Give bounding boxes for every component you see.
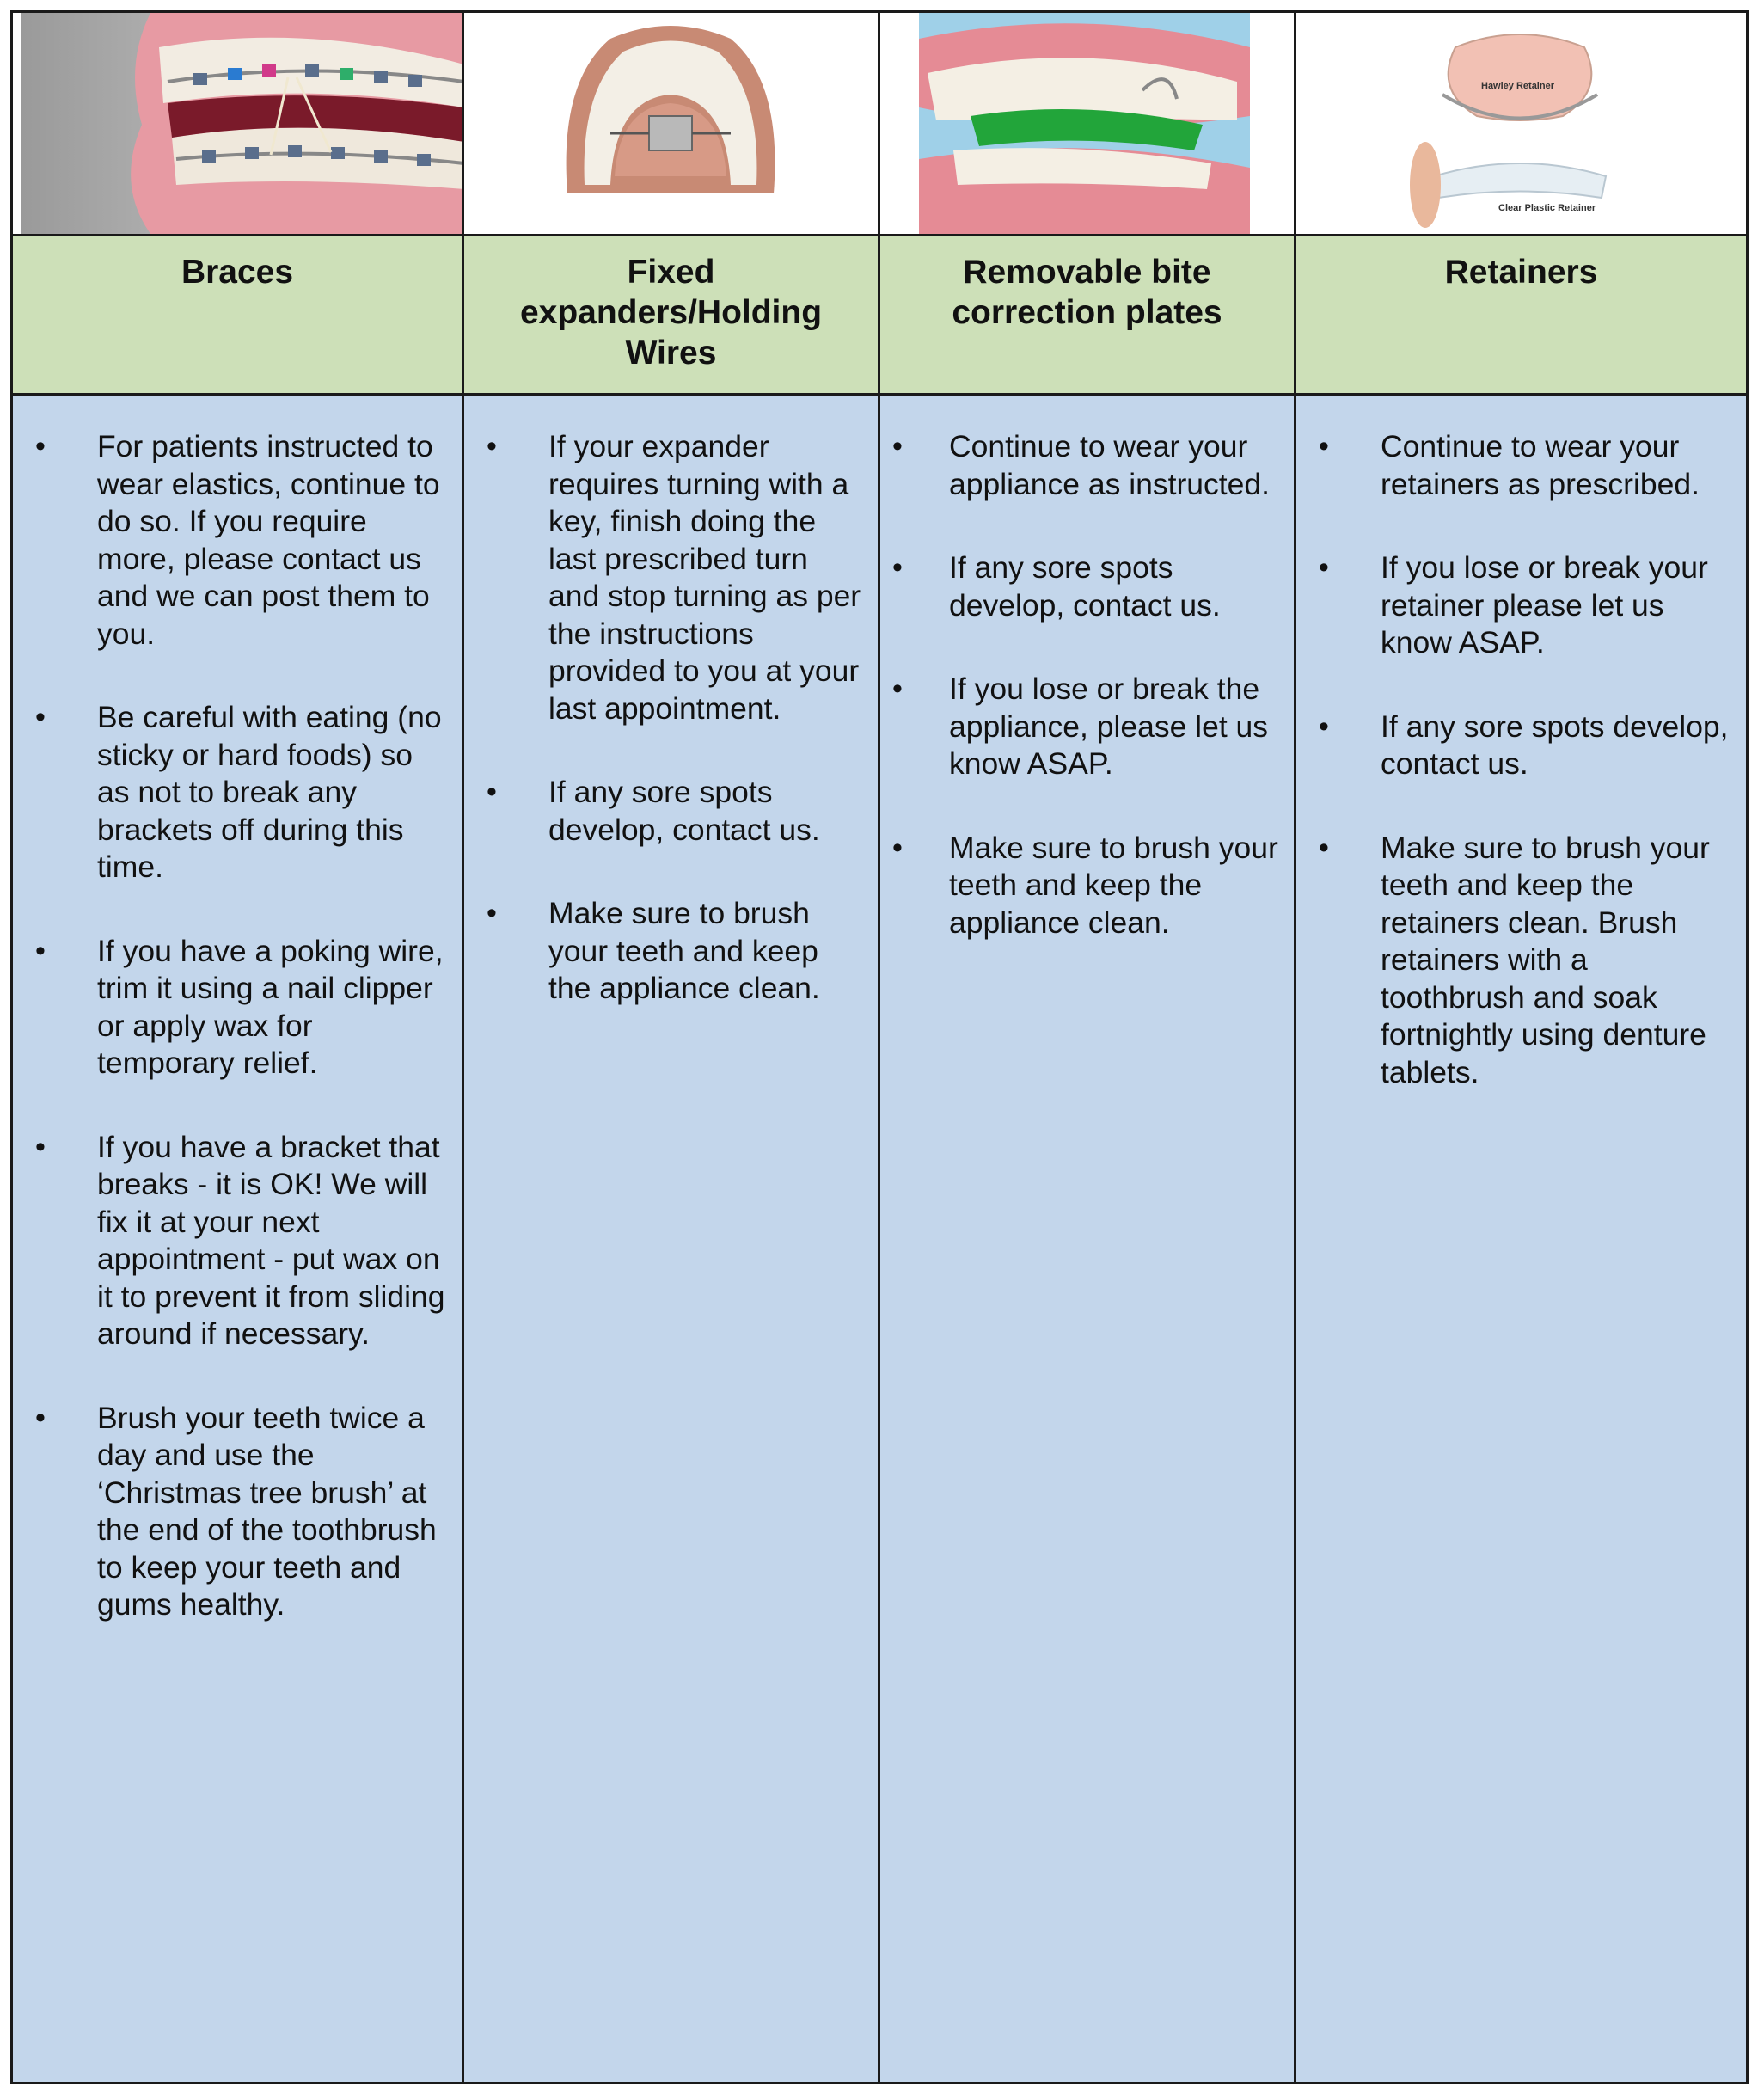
header-retainers: Retainers (1444, 254, 1598, 291)
list-item: • Brush your teeth twice a day and use the ‘Christmas tree brush’ at the end of the toothbrush to keep your teeth and gums healthy. (35, 1400, 437, 1622)
orthodontic-care-table (10, 10, 1749, 2084)
list-item: • Continue to wear your appliance as instructed. (892, 429, 1270, 501)
list-item: • If any sore spots develop, contact us. (1319, 709, 1729, 781)
list-item: • Be careful with eating (no sticky or hard foods) so as not to break any brackets off during this time. (35, 700, 442, 884)
list-item: • Make sure to brush your teeth and keep the appliance clean. (892, 830, 1278, 940)
image-cell-expander (464, 13, 880, 234)
expander-photo (550, 13, 791, 234)
header-braces: Braces (181, 254, 294, 291)
list-item: • If your expander requires turning with a key, finish doing the last prescribed turn and stop turning as per the instructions provided to you at your last appointment. (487, 429, 861, 726)
braces-photo (21, 13, 462, 234)
braces-instructions (13, 396, 464, 2082)
clear-plastic-retainer-label: Clear Plastic Retainer (1498, 203, 1596, 213)
retainers-photo (1408, 13, 1632, 234)
list-item: • If you have a bracket that breaks - it is OK! We will fix it at your next appointment - put wax on it to prevent it from sliding around if necessary. (35, 1129, 445, 1351)
list-item: • For patients instructed to wear elastics, continue to do so. If you require more, please contact us and we can post them to you. (35, 429, 440, 651)
hawley-retainer-label: Hawley Retainer (1481, 81, 1554, 91)
list-item: • Make sure to brush your teeth and keep the appliance clean. (487, 896, 820, 1005)
retainer-instructions (1296, 396, 1746, 2082)
list-item: • Continue to wear your retainers as prescribed. (1319, 429, 1700, 501)
list-item: • If you lose or break the appliance, please let us know ASAP. (892, 672, 1269, 781)
instructions-row (13, 396, 1746, 2082)
list-item: • Make sure to brush your teeth and keep the retainers clean. Brush retainers with a toothbrush and soak fortnightly using denture tablets. (1319, 830, 1710, 1089)
list-item: • If any sore spots develop, contact us. (892, 550, 1221, 623)
expander-instructions (464, 396, 880, 2082)
image-cell-braces (13, 13, 464, 234)
image-row (13, 13, 1746, 236)
list-item: • If you lose or break your retainer please let us know ASAP. (1319, 550, 1708, 659)
header-fixed-expanders: Fixed expanders/Holding Wires (519, 254, 823, 371)
image-cell-bite-plate (880, 13, 1296, 234)
list-item: • If you have a poking wire, trim it using a nail clipper or apply wax for temporary relief. (35, 933, 444, 1080)
header-bite-plates: Removable bite correction plates (952, 254, 1222, 331)
image-cell-retainers (1296, 13, 1746, 234)
list-item: • If any sore spots develop, contact us. (487, 775, 820, 847)
header-row (13, 236, 1746, 396)
bite-plate-photo (919, 13, 1250, 234)
bite-plate-instructions (880, 396, 1296, 2082)
